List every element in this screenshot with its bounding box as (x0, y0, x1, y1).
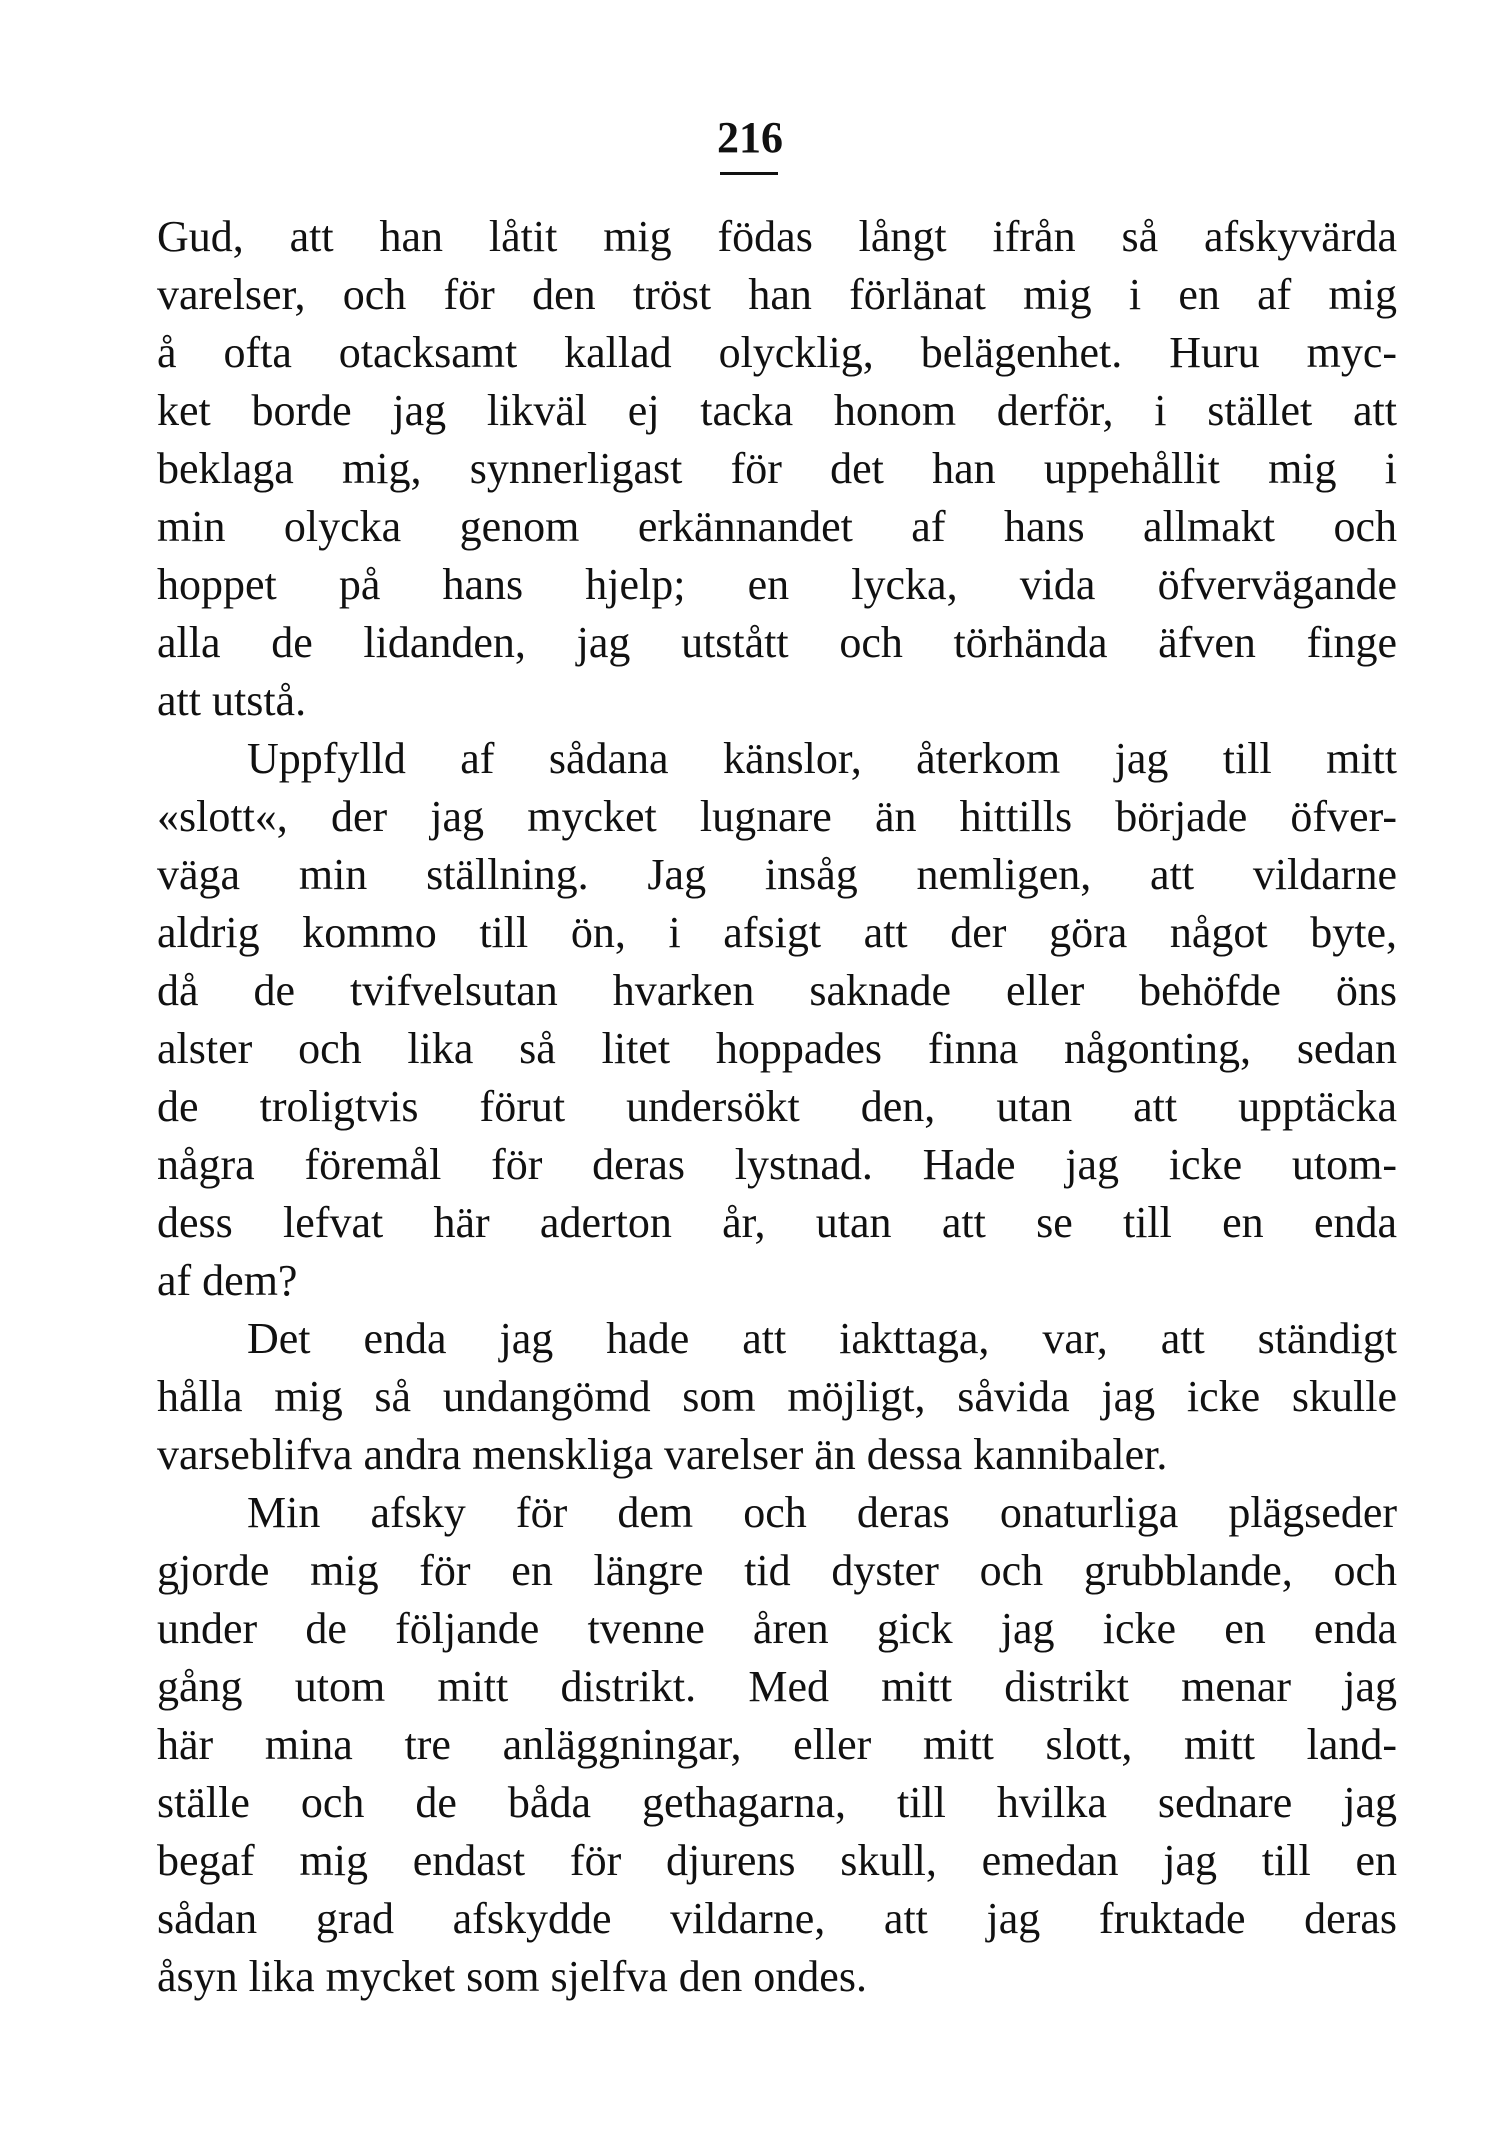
text-line: då de tvifvelsutan hvarken saknade eller behöfde öns (157, 966, 1397, 1015)
text-line: begaf mig endast för djurens skull, emedan jag till en (157, 1836, 1397, 1885)
text-line: gång utom mitt distrikt. Med mitt distrikt menar jag (157, 1662, 1397, 1711)
text-line: varseblifva andra menskliga varelser än dessa kannibaler. (157, 1430, 1168, 1479)
text-line: sådan grad afskydde vildarne, att jag fruktade deras (157, 1894, 1397, 1943)
paragraph-2 (157, 730, 1397, 1310)
header-rule (720, 172, 778, 175)
text-line: de troligtvis förut undersökt den, utan att upptäcka (157, 1082, 1397, 1131)
paragraph-3 (157, 1310, 1397, 1484)
page-number: 216 (717, 113, 783, 162)
text-line: Min afsky för dem och deras onaturliga plägseder (247, 1488, 1397, 1537)
text-line: alster och lika så litet hoppades finna någonting, sedan (157, 1024, 1397, 1073)
paragraph-1 (157, 208, 1397, 730)
text-line: dess lefvat här aderton år, utan att se till en enda (157, 1198, 1397, 1247)
text-line: Uppfylld af sådana känslor, återkom jag till mitt (247, 734, 1397, 783)
text-line: Gud, att han låtit mig födas långt ifrån så afskyvärda (157, 212, 1397, 261)
text-line: min olycka genom erkännandet af hans allmakt och (157, 502, 1397, 551)
text-line: gjorde mig för en längre tid dyster och grubblande, och (157, 1546, 1397, 1595)
text-line: beklaga mig, synnerligast för det han uppehållit mig i (157, 444, 1397, 493)
text-line: å ofta otacksamt kallad olycklig, belägenhet. Huru myc- (157, 328, 1397, 377)
text-line: «slott«, der jag mycket lugnare än hittills började öfver- (157, 792, 1397, 841)
text-line: Det enda jag hade att iakttaga, var, att ständigt (247, 1314, 1397, 1363)
text-line: alla de lidanden, jag utstått och törhända äfven finge (157, 618, 1397, 667)
text-line: hoppet på hans hjelp; en lycka, vida öfvervägande (157, 560, 1397, 609)
paragraph-4 (157, 1484, 1397, 2006)
text-line: aldrig kommo till ön, i afsigt att der göra något byte, (157, 908, 1397, 957)
text-line: af dem? (157, 1256, 298, 1305)
text-line: under de följande tvenne åren gick jag icke en enda (157, 1604, 1397, 1653)
text-line: väga min ställning. Jag insåg nemligen, att vildarne (157, 850, 1397, 899)
body-text (157, 208, 1397, 2006)
text-line: ket borde jag likväl ej tacka honom derför, i stället att (157, 386, 1397, 435)
text-line: ställe och de båda gethagarna, till hvilka sednare jag (157, 1778, 1397, 1827)
text-line: varelser, och för den tröst han förlänat mig i en af mig (157, 270, 1397, 319)
text-line: några föremål för deras lystnad. Hade jag icke utom- (157, 1140, 1397, 1189)
text-line: åsyn lika mycket som sjelfva den ondes. (157, 1952, 867, 2001)
text-line: hålla mig så undangömd som möjligt, såvida jag icke skulle (157, 1372, 1397, 1421)
text-line: att utstå. (157, 676, 307, 725)
text-line: här mina tre anläggningar, eller mitt slott, mitt land- (157, 1720, 1397, 1769)
